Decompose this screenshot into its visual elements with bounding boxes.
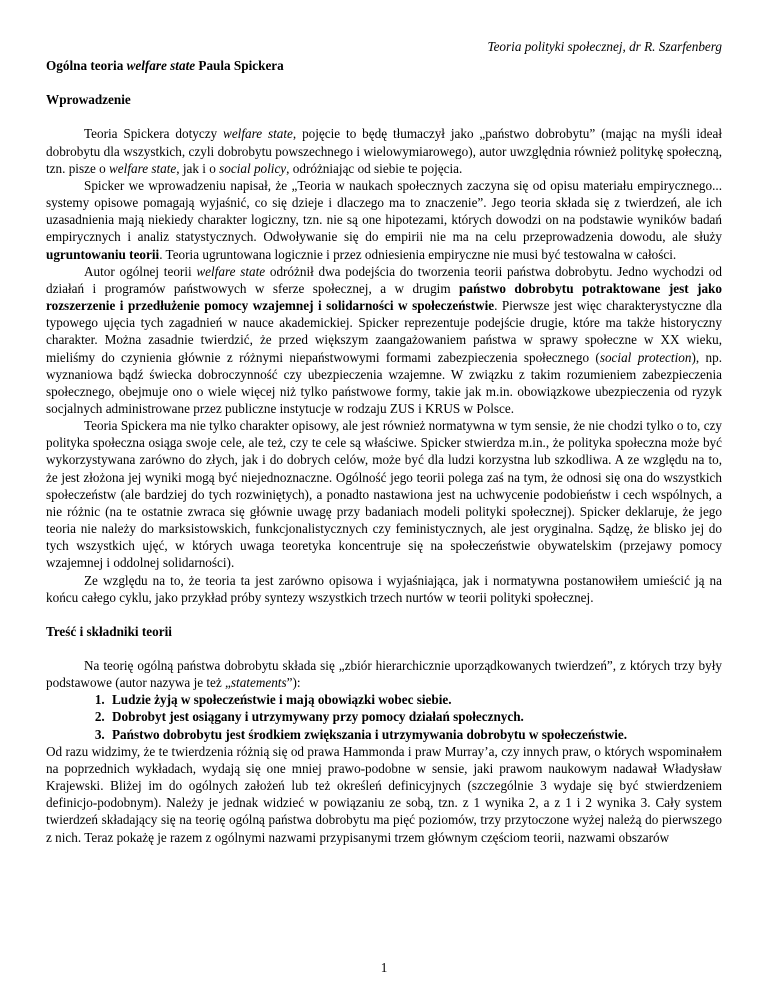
statements-list (46, 691, 722, 742)
paragraph: Autor ogólnej teorii welfare state odróżnił dwa podejścia do tworzenia teorii państwa dobrobytu. Jedno wychodzi od działań i programów państwowych w sferze społecznej, a w drugim państwo dobrobytu potraktowane jest jako rozszerzenie i przedłużenie pomocy wzajemnej i solidarności w społeczeństwie. Pierwsze jest więc charakterystyczne dla typowego ujęcia tych zagadnień w nauce akademickiej. Spicker reprezentuje podejście drugie, które ma także historyczny charakter. Można zasadnie twierdzić, że przed większym zaangażowaniem państwa w sprawy społeczne w XX wieku, mieliśmy do czynienia głównie z różnymi niepaństwowymi formami zabezpieczenia społecznego (social protection), np. wyznaniowa bądź świecka dobroczynność czy ubezpieczenia wzajemne. W związku z takim rozumieniem zabezpieczenia społecznego, obejmuje ono o wiele więcej niż tylko państwowe formy, takie jak m.in. obowiązkowe ubezpieczenia od ryzyk socjalnych administrowane przez publiczne instytucje w rodzaju ZUS i KRUS w Polsce. (46, 263, 722, 416)
section-heading-tresc-i-skladniki: Treść i składniki teorii (46, 623, 172, 639)
list-item: 1. Ludzie żyją w społeczeństwie i mają obowiązki wobec siebie. (108, 691, 722, 708)
running-header: Teoria polityki społecznej, dr R. Szarfenberg (487, 39, 722, 54)
page-number: 1 (380, 959, 388, 975)
list-item: 3. Państwo dobrobytu jest środkiem zwiększania i utrzymywania dobrobytu w społeczeństwie. (108, 726, 722, 743)
paragraph: Teoria Spickera dotyczy welfare state, pojęcie to będę tłumaczył jako „państwo dobrobytu” (mając na myśli ideał dobrobytu dla wszystkich, czyli dobrobytu powszechnego i wielowymiarowego), autor uwzględnia również politykę społeczną, tzn. pisze o welfare state, jak i o social policy, odróżniając od siebie te pojęcia. (46, 126, 722, 176)
paragraph: Ze względu na to, że teoria ta jest zarówno opisowa i wyjaśniająca, jak i normatywna postanowiłem umieścić ją na końcu całego cyklu, jako przykład próby syntezy wszystkich trzech nurtów w teorii polityki społecznej. (46, 572, 722, 605)
paragraph: Spicker we wprowadzeniu napisał, że „Teoria w naukach społecznych zaczyna się od opisu materiału empirycznego... systemy opisowe pomagają wyjaśnić, co się dzieje i dlaczego ma to znaczenie”. Jego teoria składa się z twierdzeń, ale ich uzasadnienia mają niekiedy charakter logiczny, tzn. nie są one hipotezami, których dowodzi on na podstawie wyników badań empirycznych i analiz statystycznych. Odwoływanie się do empirii nie ma na celu przeprowadzenia dowodu, ale służy ugruntowaniu teorii. Teoria ugruntowana logicznie i przez odniesienia empiryczne nie musi być testowalna w całości. (46, 177, 722, 262)
document-title: Ogólna teoria welfare state Paula Spickera (46, 58, 284, 74)
paragraph: Na teorię ogólną państwa dobrobytu składa się „zbiór hierarchicznie uporządkowanych twierdzeń”, z których trzy były podstawowe (autor nazywa je też „statements”): (46, 658, 722, 691)
paragraph: Teoria Spickera ma nie tylko charakter opisowy, ale jest również normatywna w tym sensie, że nie chodzi tylko o to, czy polityka społeczna osiąga swoje cele, ale też, czy te cele są właściwe. Spicker stwierdza m.in., że polityka społeczna może być wykorzystywana zarówno do złych, jak i do dobrych celów, może być dla ludzi korzystna lub szkodliwa. A ze względu na to, że jest złożona jej wyniki mogą być niejednoznaczne. Ogólność jego teorii polega zaś na tym, że odnosi się ona do wszystkich społeczeństw (ale bardziej do tych rozwiniętych), a ponadto nastawiona jest na uchwycenie podobieństw i cech wspólnych, a nie różnic (na te ostatnie zwraca się głównie uwagę przy badaniach modeli polityki społecznej). Spicker deklaruje, że jego teoria nie należy do marksistowskich, funkcjonalistycznych czy feministycznych, ale jest oryginalna. Sądzę, że blisko jej do tych wszystkich ujęć, w których uwaga teoretyka koncentruje się na społeczeństwie obywatelskim (przejawy pomocy wzajemnej i oddolnej solidarności). (46, 418, 722, 571)
section-heading-wprowadzenie: Wprowadzenie (46, 92, 131, 108)
paragraph: Od razu widzimy, że te twierdzenia różnią się od prawa Hammonda i praw Murray’a, czy innych praw, o których wspominałem na poprzednich wykładach, wydają się one mniej prawo-podobne w sensie, jaki prawom naukowym nadawał Władysław Krajewski. Bliżej im do ogólnych założeń lub też określeń definicyjnych (szczególnie 3 wydaje się być stwierdzeniem definicjo-podobnym). Należy je jednak widzieć w powiązaniu ze sobą, tzn. z 1 wynika 2, a z 1 i 2 wynika 3. Cały system twierdzeń składający się na teorię ogólną państwa dobrobytu ma pięć poziomów, trzy przytoczone wyżej należą do pierwszego z nich. Teraz pokażę je razem z ogólnymi nazwami przypisanymi trzem głównym częściom teorii, nazwami obszarów (46, 743, 722, 845)
list-item: 2. Dobrobyt jest osiągany i utrzymywany przy pomocy działań społecznych. (108, 708, 722, 725)
